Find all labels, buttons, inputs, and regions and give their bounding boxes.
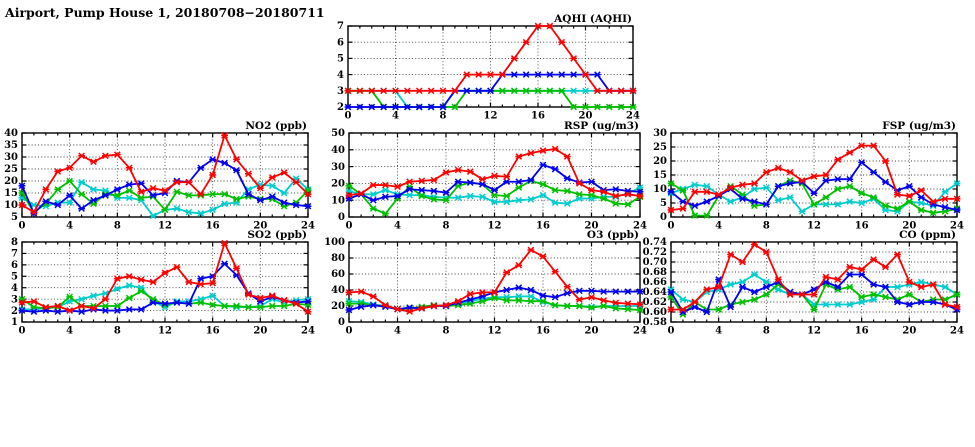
page-title: Airport, Pump House 1, 20180708−20180711 <box>5 5 325 20</box>
svg-text:0.72: 0.72 <box>642 247 667 259</box>
svg-text:20: 20 <box>331 301 345 313</box>
svg-text:0: 0 <box>667 220 675 232</box>
svg-text:8: 8 <box>762 325 770 337</box>
svg-text:8: 8 <box>113 325 121 337</box>
svg-text:16: 16 <box>536 325 550 337</box>
chart-no2 <box>4 120 315 232</box>
svg-text:0.58: 0.58 <box>642 317 667 329</box>
svg-text:10: 10 <box>4 200 18 212</box>
svg-text:0.62: 0.62 <box>642 297 667 309</box>
svg-text:8: 8 <box>113 220 121 232</box>
svg-text:20: 20 <box>578 110 593 122</box>
svg-text:0: 0 <box>345 220 353 232</box>
svg-text:24: 24 <box>301 325 315 337</box>
svg-text:O3 (ppb): O3 (ppb) <box>586 229 639 241</box>
svg-text:12: 12 <box>158 220 172 232</box>
plot-fsp <box>653 120 964 232</box>
svg-text:4: 4 <box>394 220 401 232</box>
svg-text:16: 16 <box>536 220 550 232</box>
svg-text:0.68: 0.68 <box>642 267 667 279</box>
svg-text:35: 35 <box>4 140 18 152</box>
plot-rsp <box>331 120 647 232</box>
plot-so2 <box>11 229 315 337</box>
svg-text:4: 4 <box>394 325 401 337</box>
svg-text:24: 24 <box>950 325 964 337</box>
chart-co <box>642 229 964 337</box>
svg-text:40: 40 <box>331 145 345 156</box>
svg-text:0.74: 0.74 <box>642 237 667 249</box>
svg-text:0.64: 0.64 <box>642 287 667 299</box>
svg-text:24: 24 <box>950 220 964 232</box>
svg-text:16: 16 <box>854 220 869 232</box>
svg-text:1: 1 <box>11 317 18 329</box>
svg-text:60: 60 <box>331 269 345 281</box>
svg-text:100: 100 <box>324 237 345 249</box>
svg-text:8: 8 <box>439 110 447 122</box>
svg-text:16: 16 <box>205 220 220 232</box>
svg-text:5: 5 <box>11 212 18 224</box>
svg-text:12: 12 <box>487 220 502 232</box>
chart-rsp <box>331 120 647 232</box>
svg-text:4: 4 <box>66 220 74 232</box>
svg-text:16: 16 <box>531 110 545 122</box>
svg-text:25: 25 <box>653 142 667 154</box>
svg-text:15: 15 <box>4 188 18 200</box>
svg-text:12: 12 <box>483 110 498 122</box>
svg-text:8: 8 <box>442 325 450 337</box>
svg-text:20: 20 <box>902 220 917 232</box>
svg-text:20: 20 <box>902 325 917 337</box>
svg-text:CO (ppm): CO (ppm) <box>899 229 956 241</box>
svg-text:6: 6 <box>11 260 18 272</box>
svg-text:2: 2 <box>337 102 344 114</box>
svg-text:0: 0 <box>345 325 353 337</box>
svg-text:12: 12 <box>158 325 172 337</box>
svg-text:30: 30 <box>331 161 345 173</box>
svg-text:AQHI (AQHI): AQHI (AQHI) <box>554 13 632 25</box>
svg-text:20: 20 <box>653 156 667 168</box>
svg-text:10: 10 <box>653 184 667 196</box>
svg-text:0: 0 <box>667 325 675 337</box>
svg-text:0: 0 <box>18 325 26 337</box>
svg-text:12: 12 <box>487 325 502 337</box>
svg-text:10: 10 <box>331 195 345 207</box>
svg-text:25: 25 <box>4 164 18 176</box>
svg-text:5: 5 <box>11 271 18 283</box>
svg-text:20: 20 <box>253 325 268 337</box>
svg-text:24: 24 <box>626 110 640 122</box>
svg-text:0.60: 0.60 <box>642 307 667 319</box>
svg-text:12: 12 <box>807 325 821 337</box>
svg-text:4: 4 <box>715 220 723 232</box>
svg-text:4: 4 <box>337 69 344 81</box>
svg-text:0: 0 <box>18 220 26 232</box>
svg-text:8: 8 <box>11 237 18 249</box>
svg-text:FSP (ug/m3): FSP (ug/m3) <box>882 120 956 132</box>
svg-text:4: 4 <box>392 110 399 122</box>
svg-text:5: 5 <box>660 198 667 210</box>
svg-text:20: 20 <box>584 325 599 337</box>
svg-text:20: 20 <box>4 176 18 188</box>
plot-o3 <box>324 229 647 337</box>
svg-text:40: 40 <box>4 128 18 140</box>
svg-text:16: 16 <box>854 325 869 337</box>
chart-aqhi <box>337 13 640 122</box>
svg-text:7: 7 <box>11 248 18 260</box>
svg-text:8: 8 <box>442 220 450 232</box>
svg-text:SO2 (ppb): SO2 (ppb) <box>247 229 307 241</box>
plot-aqhi <box>337 13 640 122</box>
chart-o3 <box>324 229 647 337</box>
svg-text:4: 4 <box>715 325 723 337</box>
svg-text:7: 7 <box>337 21 344 33</box>
svg-text:15: 15 <box>653 170 667 182</box>
svg-text:20: 20 <box>253 220 268 232</box>
svg-text:RSP (ug/m3): RSP (ug/m3) <box>563 120 639 132</box>
chart-fsp <box>653 120 964 232</box>
svg-text:6: 6 <box>337 37 344 49</box>
svg-text:16: 16 <box>205 325 220 337</box>
svg-text:3: 3 <box>337 86 344 97</box>
svg-text:4: 4 <box>66 325 74 337</box>
svg-text:30: 30 <box>653 128 667 140</box>
svg-text:2: 2 <box>11 305 18 317</box>
svg-text:0: 0 <box>344 110 352 122</box>
svg-text:0.66: 0.66 <box>642 277 667 289</box>
svg-text:24: 24 <box>633 325 647 337</box>
svg-text:3: 3 <box>11 294 18 306</box>
svg-text:0: 0 <box>338 212 345 224</box>
svg-text:30: 30 <box>4 152 18 164</box>
svg-text:24: 24 <box>633 220 647 232</box>
svg-text:0.70: 0.70 <box>642 257 667 269</box>
svg-text:4: 4 <box>11 282 18 294</box>
svg-text:0: 0 <box>660 212 667 224</box>
plot-no2 <box>4 120 315 232</box>
svg-text:80: 80 <box>331 253 345 265</box>
svg-text:8: 8 <box>762 220 770 232</box>
svg-text:20: 20 <box>584 220 599 232</box>
svg-text:12: 12 <box>807 220 821 232</box>
svg-text:24: 24 <box>301 220 315 232</box>
plot-co <box>642 229 964 337</box>
svg-text:NO2 (ppb): NO2 (ppb) <box>245 120 307 132</box>
chart-so2 <box>11 229 315 337</box>
svg-text:40: 40 <box>331 285 345 297</box>
svg-text:20: 20 <box>331 178 345 190</box>
svg-text:5: 5 <box>337 53 344 65</box>
svg-text:0: 0 <box>338 317 345 329</box>
svg-text:50: 50 <box>331 128 345 140</box>
